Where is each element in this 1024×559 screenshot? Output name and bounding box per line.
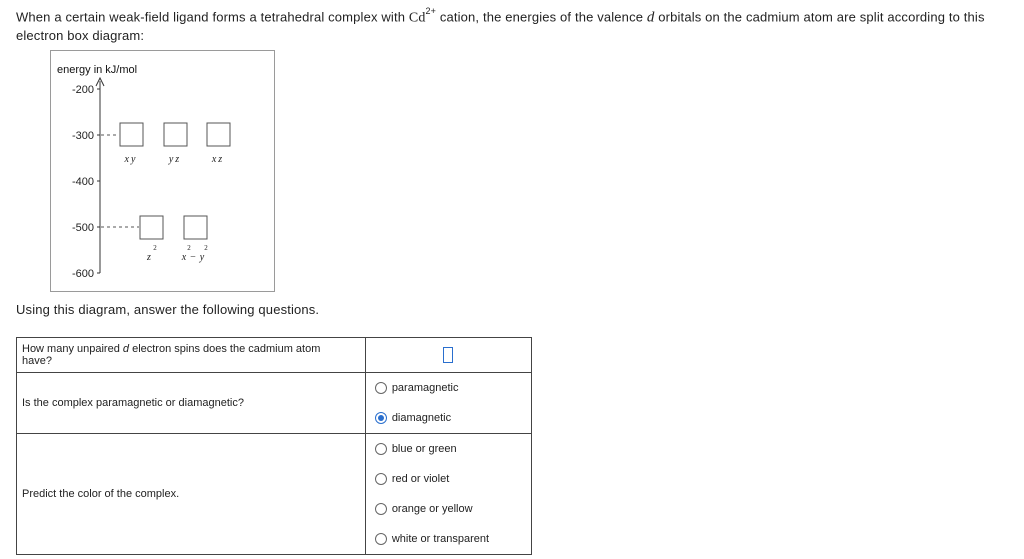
tick-label: -400 [71,176,94,188]
orbital-box-yz[interactable] [164,123,187,146]
z2-superscript: 2 [153,244,157,252]
question-intro [16,4,1006,45]
energy-diagram-svg [51,51,274,291]
question-row-color [17,434,532,555]
cadmium-ion: Cd [408,10,426,26]
option-red-violet[interactable] [366,464,531,494]
radio-paramagnetic[interactable] [375,382,387,394]
axis-title: energy in kJ/mol [57,64,138,76]
tick-label: -600 [71,268,94,280]
answer-cell-magnetism [365,373,531,434]
option-orange-yellow[interactable] [366,494,531,524]
option-label: diamagnetic [391,412,452,424]
x2-base: x [181,252,187,263]
question-row-unpaired [17,338,532,373]
q1-text-post: electron spins does the cadmium atom have? [22,343,321,367]
question-magnetism: Is the complex paramagnetic or diamagnetic? [17,373,366,434]
radio-red-violet[interactable] [375,473,387,485]
radio-orange-yellow[interactable] [375,503,387,515]
unpaired-count-input[interactable] [443,347,453,363]
radio-diamagnetic-selected[interactable] [375,412,387,424]
option-label: paramagnetic [391,382,459,394]
intro-text-1: When a certain weak-field ligand forms a tetrahedral complex with [16,9,409,25]
z2-base: z [147,252,151,263]
x2-superscript: 2 [187,244,191,252]
radio-white-transparent[interactable] [375,533,387,545]
y2-base: y [199,252,205,263]
tick-label: -500 [71,222,94,234]
orbital-box-z2[interactable] [140,216,163,239]
option-label: red or violet [391,473,450,485]
d-symbol: d [646,9,655,26]
orbital-box-x2-y2[interactable] [184,216,207,239]
option-white-transparent[interactable] [366,524,531,554]
option-label: blue or green [391,443,457,455]
answer-cell-color [365,434,531,555]
option-label: white or transparent [391,533,490,545]
option-paramagnetic[interactable] [366,373,531,403]
option-diamagnetic[interactable] [366,403,531,433]
question-unpaired [17,338,366,373]
tick-label: -300 [71,130,94,142]
orbital-box-xy[interactable] [120,123,143,146]
q1-text-pre: How many unpaired [22,343,123,355]
question-color: Predict the color of the complex. [17,434,366,555]
instructions-text: Using this diagram, answer the following questions. [16,302,320,317]
option-label: orange or yellow [391,503,473,515]
orbital-label-xy: xy [124,154,138,165]
option-blue-green[interactable] [366,434,531,464]
q1-d-symbol: d [122,343,130,355]
radio-blue-green[interactable] [375,443,387,455]
intro-text-3: orbitals on the cadmium atom are split according to this electron box diagram: [16,9,985,44]
orbital-box-xz[interactable] [207,123,230,146]
minus-sign: − [189,252,197,263]
energy-diagram [50,50,275,292]
tick-label: -200 [71,84,94,96]
questions-table [16,337,532,555]
answer-cell-unpaired [365,338,531,373]
orbital-label-yz: yz [168,154,182,165]
intro-text-2: cation, the energies of the valence [436,9,647,25]
orbital-label-xz: xz [211,154,225,165]
y2-superscript: 2 [204,244,208,252]
question-row-magnetism [17,373,532,434]
ion-charge: 2+ [425,6,437,16]
